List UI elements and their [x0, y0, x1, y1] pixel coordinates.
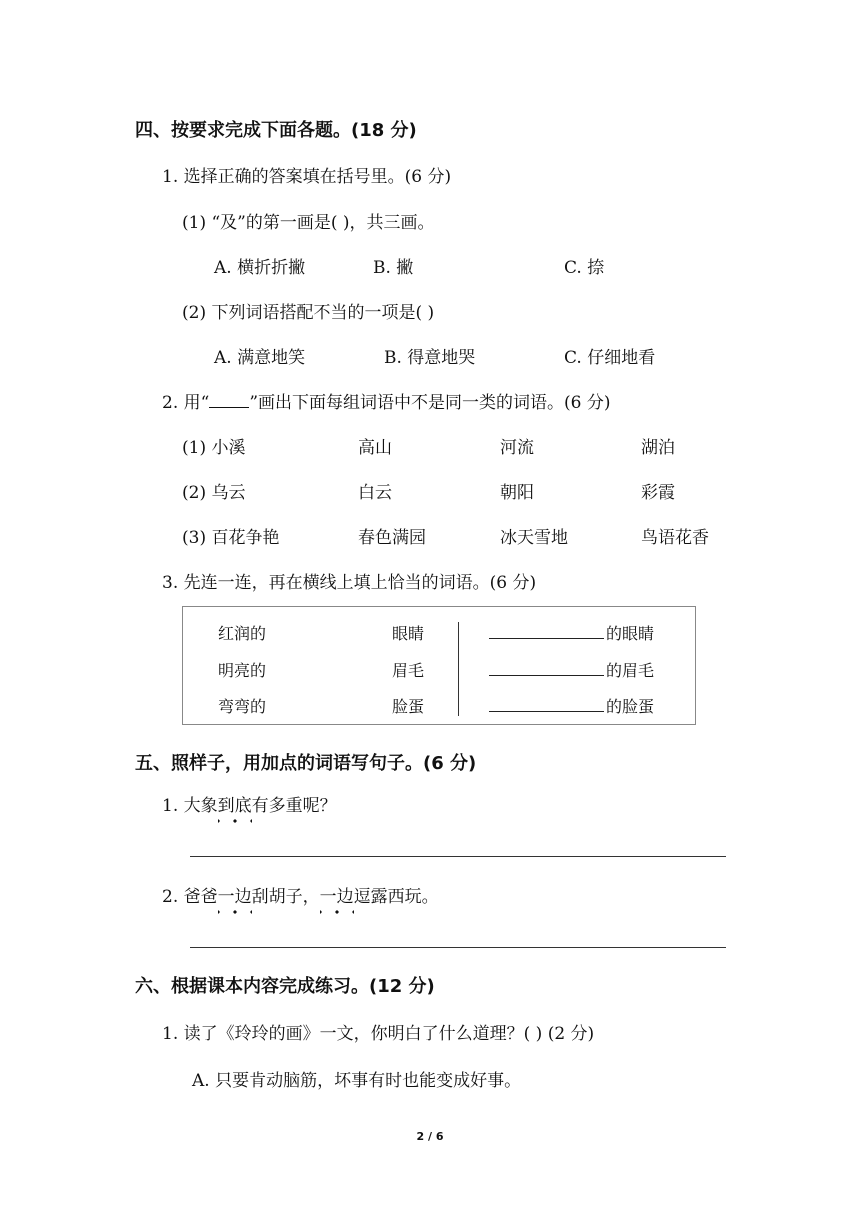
q1-part1: (1) “及”的第一画是( )，共三画。: [182, 213, 435, 233]
sentence-2: 2. 爸爸一边刮胡子，一边逗露西玩。: [162, 882, 439, 907]
q2-row3-word3: 冰天雪地: [500, 528, 568, 548]
q2-row1-word4: 湖泊: [641, 438, 675, 458]
match-mid-3: 脸蛋: [392, 697, 425, 716]
section4-title: 四、按要求完成下面各题。(18 分): [135, 120, 417, 141]
s6-q1: 1. 读了《玲玲的画》一文，你明白了什么道理？( ) (2 分): [162, 1024, 595, 1044]
page-number: 2 / 6: [416, 1130, 444, 1143]
match-mid-2: 眉毛: [392, 661, 425, 680]
match-right-3: 的脸蛋: [606, 697, 655, 716]
match-right-2: 的眉毛: [606, 661, 655, 680]
q2-row1-word2: 高山: [358, 438, 392, 458]
dotted-word-daodi: 到底: [218, 791, 252, 816]
q1-part2: (2) 下列词语搭配不当的一项是( ): [182, 303, 435, 323]
q2-stem: 2. 用“ ”画出下面每组词语中不是同一类的词语。(6 分): [162, 393, 611, 413]
q2-row3-word1: (3) 百花争艳: [182, 528, 280, 548]
fill-blank-3[interactable]: [489, 711, 604, 712]
section5-title: 五、照样子，用加点的词语写句子。(6 分): [135, 753, 477, 774]
match-right-1: 的眼睛: [606, 624, 655, 643]
q1-part1-option-a: A. 横折折撇: [214, 258, 306, 278]
box-divider: [458, 622, 459, 716]
q2-row3-word2: 春色满园: [358, 528, 426, 548]
sentence-1: 1. 大象到底有多重呢？: [162, 791, 337, 816]
underline-sample: [209, 393, 249, 408]
q1-part2-option-a: A. 满意地笑: [214, 348, 306, 368]
q1-part2-option-b: B. 得意地哭: [384, 348, 476, 368]
match-left-2: 明亮的: [218, 661, 267, 680]
fill-blank-1[interactable]: [489, 638, 604, 639]
q1-part2-option-c: C. 仔细地看: [564, 348, 656, 368]
dotted-word-yibian-2: 一边: [320, 882, 354, 907]
answer-line-2[interactable]: [190, 947, 726, 948]
match-left-1: 红润的: [218, 624, 267, 643]
q2-row2-word2: 白云: [358, 483, 392, 503]
q2-row1-word1: (1) 小溪: [182, 438, 246, 458]
answer-line-1[interactable]: [190, 856, 726, 857]
q3-stem: 3. 先连一连，再在横线上填上恰当的词语。(6 分): [162, 573, 537, 593]
q2-row1-word3: 河流: [500, 438, 534, 458]
q1-part1-option-c: C. 捺: [564, 258, 605, 278]
section6-title: 六、根据课本内容完成练习。(12 分): [135, 976, 435, 997]
match-left-3: 弯弯的: [218, 697, 267, 716]
q2-row2-word3: 朝阳: [500, 483, 534, 503]
q2-row2-word1: (2) 乌云: [182, 483, 246, 503]
match-mid-1: 眼睛: [392, 624, 425, 643]
s6-q1-option-a: A. 只要肯动脑筋，坏事有时也能变成好事。: [192, 1071, 522, 1091]
dotted-word-yibian-1: 一边: [218, 882, 252, 907]
q2-row3-word4: 鸟语花香: [641, 528, 709, 548]
fill-blank-2[interactable]: [489, 675, 604, 676]
q2-row2-word4: 彩霞: [641, 483, 675, 503]
q1-part1-option-b: B. 撇: [373, 258, 414, 278]
q1-stem: 1. 选择正确的答案填在括号里。(6 分): [162, 167, 452, 187]
